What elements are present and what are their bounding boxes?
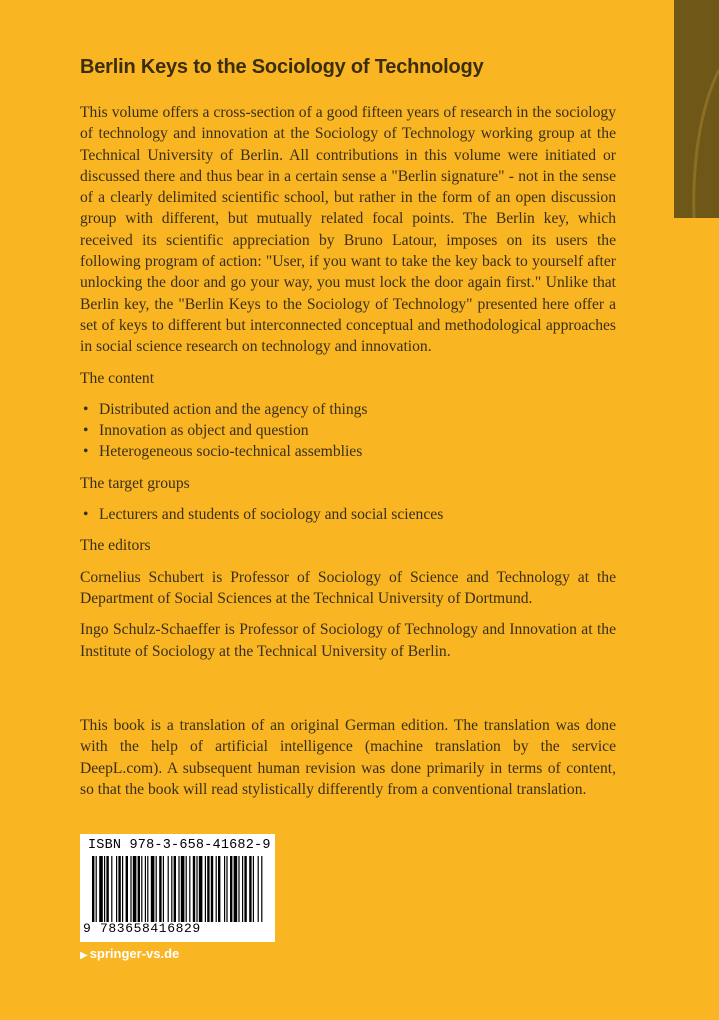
barcode-bar	[234, 856, 238, 922]
barcode-bar	[207, 856, 209, 922]
barcode-bars	[92, 856, 263, 924]
barcode-bar	[249, 856, 251, 922]
barcode-bar	[238, 856, 239, 922]
editors-heading: The editors	[80, 537, 151, 555]
content-list	[80, 399, 616, 463]
barcode-bar	[111, 856, 112, 922]
barcode-lead-digit: 9	[83, 921, 91, 936]
barcode-bar	[168, 856, 169, 922]
barcode-bar	[104, 856, 105, 922]
barcode-bar	[126, 856, 128, 922]
translation-note: This book is a translation of an original German edition. The translation was done with the help of artificial intelligence (machine translation by the service DeepL.com). A subsequent human revision was done primarily in terms of content, so that the book will read stylistically differently from a conventional translation.	[80, 717, 616, 798]
barcode-bar	[92, 856, 94, 922]
text-block	[80, 102, 616, 662]
publisher-link[interactable]	[80, 946, 179, 961]
isbn-barcode	[80, 834, 275, 942]
barcode-bar	[151, 856, 155, 922]
barcode-bar	[186, 856, 187, 922]
publisher-url: springer-vs.de	[89, 946, 180, 961]
editor-bio: Ingo Schulz-Schaeffer is Professor of Sociology of Technology and Innovation at the Institute of Sociology at the Technical University of Berlin.	[80, 621, 616, 660]
barcode-bar	[199, 856, 203, 922]
target-groups-heading: The target groups	[80, 474, 190, 492]
isbn-label: ISBN 978-3-658-41682-9	[88, 838, 271, 853]
barcode-bar	[230, 856, 232, 922]
barcode-bar	[122, 856, 123, 922]
barcode-bar	[138, 856, 140, 922]
barcode-bar	[96, 856, 97, 922]
barcode-bar	[242, 856, 243, 922]
barcode-bar	[141, 856, 142, 922]
corner-decoration	[674, 0, 719, 218]
barcode-bar	[181, 856, 185, 922]
barcode-bar	[218, 856, 220, 922]
content-heading: The content	[80, 369, 155, 387]
barcode-bar	[253, 856, 254, 922]
list-item: • Heterogeneous socio-technical assemblies	[80, 441, 616, 462]
editor-bio: Cornelius Schubert is Professor of Sociology of Science and Technology at the Department of Social Sciences at the Technical University of Dortmund.	[80, 568, 616, 607]
barcode-bar	[171, 856, 172, 922]
barcode-bar	[174, 856, 176, 922]
list-item: • Innovation as object and question	[80, 420, 616, 441]
barcode-bar	[189, 856, 190, 922]
target-groups-list	[80, 504, 616, 525]
barcode-bar	[147, 856, 148, 922]
barcode-bar	[226, 856, 227, 922]
barcode-bar	[106, 856, 108, 922]
list-item: • Distributed action and the agency of things	[80, 399, 616, 420]
barcode-bar	[211, 856, 213, 922]
barcode-bar	[244, 856, 246, 922]
barcode-bar	[224, 856, 225, 922]
barcode-bar	[130, 856, 131, 922]
barcode-bar	[258, 856, 259, 922]
book-title: Berlin Keys to the Sociology of Technology	[80, 56, 484, 78]
barcode-bar	[145, 856, 146, 922]
barcode-bar	[99, 856, 103, 922]
barcode-bar	[116, 856, 117, 922]
barcode-bar	[205, 856, 206, 922]
list-item: • Lecturers and students of sociology and social sciences	[80, 504, 616, 525]
barcode-bar	[178, 856, 179, 922]
barcode-bar	[261, 856, 262, 922]
barcode-bar	[163, 856, 164, 922]
barcode-bar	[216, 856, 217, 922]
barcode-bar	[193, 856, 195, 922]
barcode-bar	[133, 856, 137, 922]
barcode-bar	[159, 856, 161, 922]
barcode-digits: 783658416829	[100, 921, 201, 936]
barcode-bar	[156, 856, 157, 922]
right-triangle-icon: ▶	[80, 950, 88, 961]
barcode-bar	[118, 856, 120, 922]
barcode-bar	[196, 856, 197, 922]
intro-paragraph: This volume offers a cross-section of a good fifteen years of research in the sociology of technology and innovation at the Sociology of Technology working group at the Technical University of Berlin. All contributions in this volume were initiated or discussed there and thus bear in a certain sense a "Berlin signature" - not in the sense of a clearly delimited scientific school, but rather in the form of an open discussion group with different, but mutually related focal points. The Berlin key, which received its scientific appreciation by Bruno Latour, imposes on its users the following program of action: "User, if you want to take the key back to yourself after unlocking the door and go your way, you must lock the door again first." Unlike that Berlin key, the "Berlin Keys to the Sociology of Technology" presented here offer a set of keys to different but interconnected conceptual and methodological approaches in social science research on technology and innovation.	[80, 104, 616, 356]
